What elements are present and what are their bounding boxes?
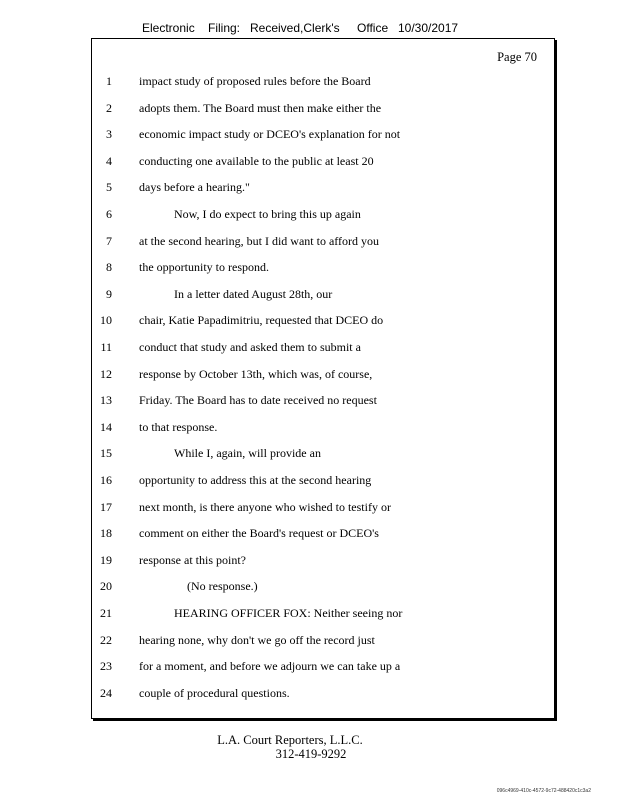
line-number: 7: [106, 233, 112, 248]
line-number: 2: [106, 100, 112, 115]
transcript-line: opportunity to address this at the second hearing: [139, 473, 372, 487]
filing-header-word: Filing:: [208, 21, 241, 35]
transcript-line: the opportunity to respond.: [139, 260, 269, 275]
transcript-line: comment on either the Board's request or DCEO's: [139, 526, 379, 541]
line-number: 18: [100, 526, 112, 541]
page-number: Page 70: [497, 50, 537, 64]
line-number: 23: [100, 659, 112, 674]
line-number: 24: [100, 685, 112, 700]
filing-header-word: Office: [357, 21, 389, 35]
line-number: 4: [106, 153, 112, 168]
line-number: 22: [100, 632, 112, 647]
transcript-line: While I, again, will provide an: [174, 446, 321, 461]
court-reporter-phone: 312-419-9292: [275, 747, 347, 761]
transcript-line: Friday. The Board has to date received no request: [139, 393, 377, 408]
court-reporter-name: L.A. Court Reporters, L.L.C.: [217, 733, 363, 747]
line-number: 3: [106, 127, 112, 142]
line-number: 1: [106, 74, 112, 88]
transcript-line: to that response.: [139, 419, 218, 434]
transcript-line: couple of procedural questions.: [139, 685, 290, 700]
filing-header-word: Electronic: [142, 21, 195, 35]
transcript-line: hearing none, why don't we go off the record just: [139, 632, 375, 647]
line-number: 6: [106, 207, 112, 221]
line-number: 13: [100, 393, 112, 408]
transcript-line: economic impact study or DCEO's explanation for not: [139, 127, 401, 142]
transcript-line: conduct that study and asked them to submit a: [139, 340, 361, 354]
line-number: 5: [106, 180, 112, 195]
transcript-line: days before a hearing.": [139, 180, 250, 195]
transcript-line: for a moment, and before we adjourn we can take up a: [139, 659, 401, 674]
filing-header: [0, 21, 618, 37]
transcript-line: (No response.): [187, 579, 258, 594]
transcript-line: at the second hearing, but I did want to afford you: [139, 233, 380, 248]
transcript-line: adopts them. The Board must then make either the: [139, 100, 382, 115]
line-number: 14: [100, 419, 112, 434]
transcript-line: impact study of proposed rules before the Board: [139, 74, 371, 88]
transcript-line: HEARING OFFICER FOX: Neither seeing nor: [174, 606, 403, 620]
transcript-line: response at this point?: [139, 552, 246, 567]
filing-header-word: 10/30/2017: [398, 21, 459, 35]
transcript-line: conducting one available to the public at least 20: [139, 153, 374, 168]
line-number: 12: [100, 366, 112, 381]
line-number: 11: [100, 340, 112, 354]
line-number: 17: [100, 499, 112, 514]
line-number: 21: [100, 606, 112, 620]
line-number: 16: [100, 473, 112, 487]
transcript-line: chair, Katie Papadimitriu, requested that DCEO do: [139, 313, 384, 328]
transcript-line: Now, I do expect to bring this up again: [174, 207, 361, 221]
line-number: 20: [100, 579, 112, 594]
line-number: 10: [100, 313, 112, 328]
transcript-line: response by October 13th, which was, of course,: [139, 366, 373, 381]
document-hash: 096c4969-410c-4572-9c72-488420c1c3a2: [496, 788, 591, 794]
line-number: 8: [106, 260, 112, 275]
transcript-line: In a letter dated August 28th, our: [174, 286, 333, 301]
line-number: 15: [100, 446, 112, 461]
line-number: 19: [100, 552, 112, 567]
transcript-line: next month, is there anyone who wished to testify or: [139, 499, 391, 514]
filing-header-word: Received,Clerk's: [250, 21, 340, 35]
line-number: 9: [106, 286, 112, 301]
